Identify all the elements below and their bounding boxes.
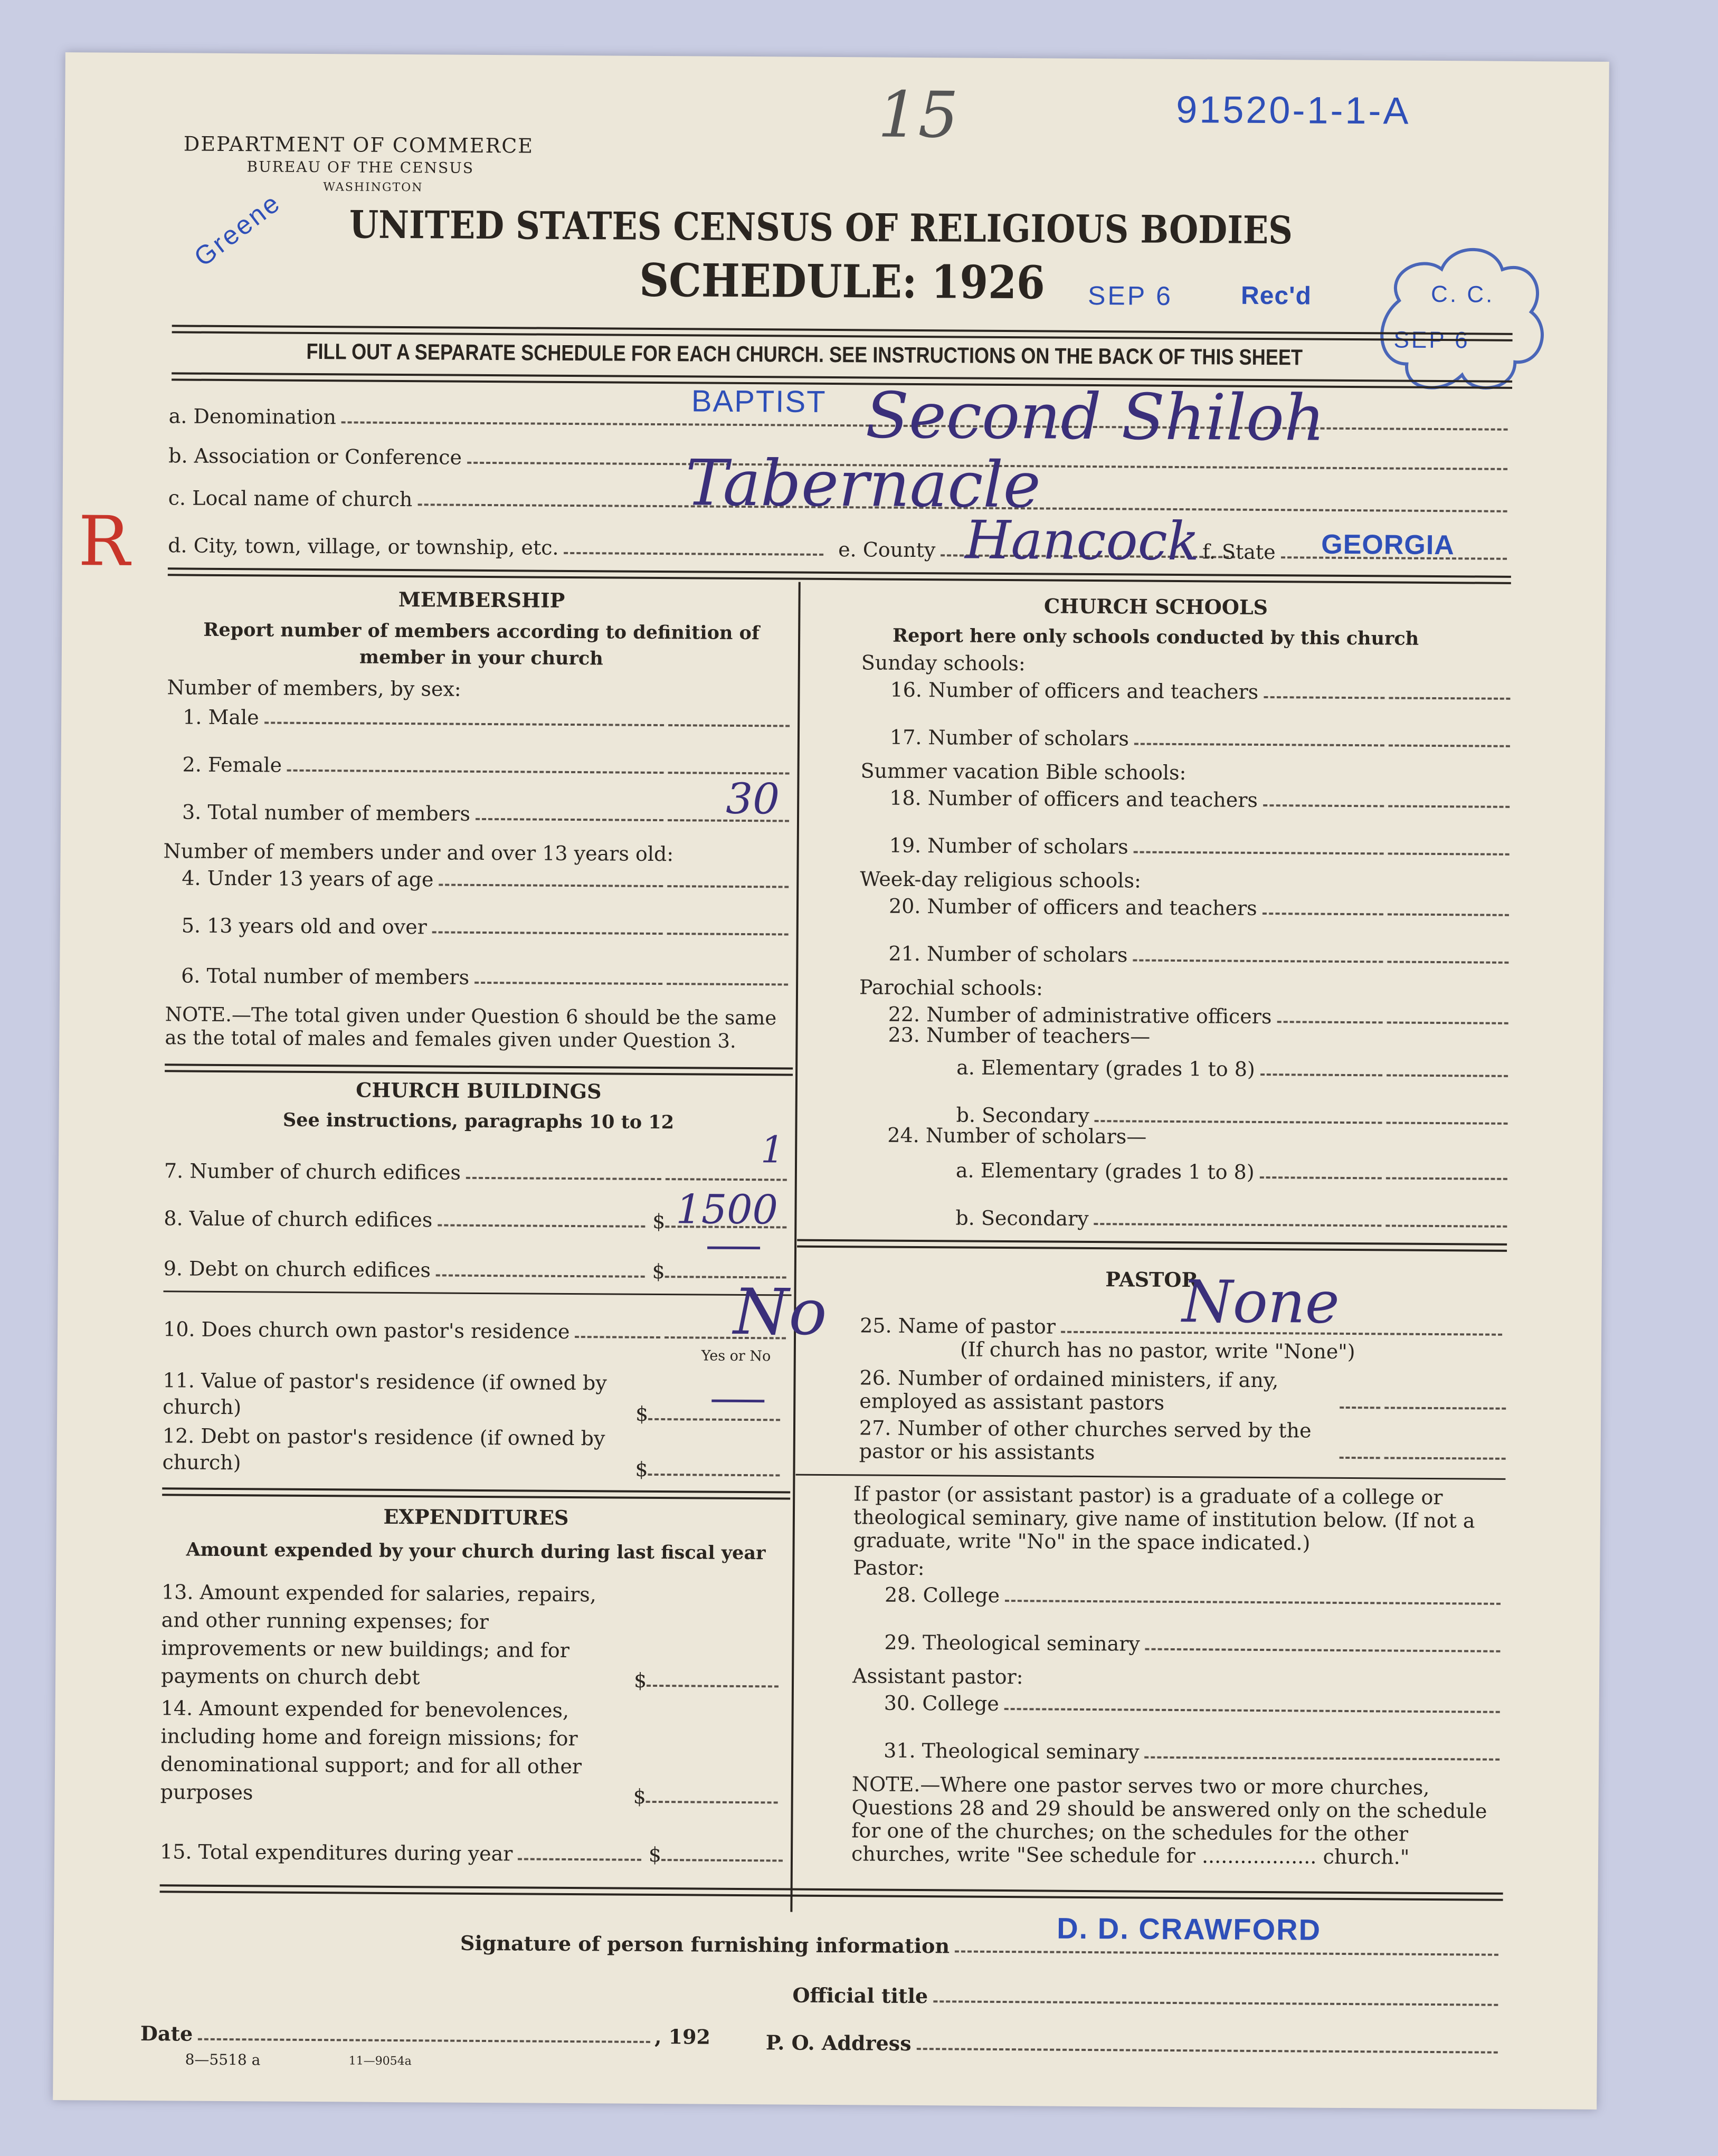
running-expenses-label: 13. Amount expended for salaries, repairs, and other running expenses; for improvements or new buildings; and for payments on church debt (160, 1580, 596, 1689)
po-address-field[interactable] (916, 2048, 1497, 2054)
assistant-college-label: 30. College (884, 1691, 1000, 1715)
owns-residence-value: No (733, 1275, 827, 1350)
pastor-seminary-field[interactable] (1145, 1648, 1501, 1652)
edifices-field[interactable] (666, 1178, 787, 1181)
benevolences-field[interactable] (646, 1801, 778, 1804)
graduate-note: If pastor (or assistant pastor) is a graduate of a college or theological seminary, give name of institution below. (If not a graduate, write "No" in the space indicated.) (853, 1482, 1475, 1555)
scholars-secondary-row (955, 1200, 1507, 1232)
county-stamp: Greene (188, 187, 287, 272)
membership-heading: MEMBERSHIP (398, 587, 565, 612)
pastor-sublabel: Pastor: (853, 1556, 925, 1580)
official-title-row (792, 1978, 1502, 2011)
residence-debt-row: $ (632, 1452, 785, 1482)
residence-value-row: $ (632, 1397, 785, 1427)
running-expenses-row: $ (631, 1663, 784, 1693)
weekday-officers-label: 20. Number of officers and teachers (888, 894, 1257, 920)
benevolences-label: 14. Amount expended for benevolences, including home and foreign missions; for denominational support; and for all other purposes (160, 1696, 582, 1804)
summer-officers-field[interactable] (1388, 805, 1510, 808)
cc-stamp-date: SEP 6 (1393, 327, 1470, 354)
weekday-scholars-row (888, 936, 1508, 969)
edifice-value-label: 8. Value of church edifices (164, 1207, 433, 1232)
summer-schools-label: Summer vacation Bible schools: (860, 759, 1187, 785)
total-members-value: 30 (725, 774, 780, 824)
over-13-label: 5. 13 years old and over (181, 914, 427, 939)
residence-debt-field[interactable] (648, 1474, 780, 1477)
assistant-seminary-label: 31. Theological seminary (884, 1739, 1140, 1764)
scholars-secondary-label: b. Secondary (955, 1206, 1089, 1230)
state-stamp: GEORGIA (1321, 529, 1455, 561)
date-row (140, 2016, 710, 2049)
assistant-college-row (884, 1686, 1504, 1718)
other-churches-field[interactable] (1384, 1457, 1506, 1459)
official-title-field[interactable] (933, 2000, 1498, 2006)
signature-row (460, 1926, 1503, 1961)
membership-rule (165, 1063, 793, 1076)
owns-residence-label: 10. Does church own pastor's residence (163, 1317, 570, 1343)
form-title: UNITED STATES CENSUS OF RELIGIOUS BODIES (349, 202, 1293, 253)
date-year: , 192 (654, 2024, 711, 2049)
po-address-label: P. O. Address (765, 2030, 912, 2055)
teachers-secondary-label: b. Secondary (956, 1103, 1090, 1127)
sunday-schools-label: Sunday schools: (861, 651, 1026, 676)
signature-field[interactable] (955, 1950, 1498, 1955)
other-churches-label: 27. Number of other churches served by the pastor or his assistants (859, 1416, 1312, 1465)
buildings-rule (162, 1487, 790, 1499)
form-subtitle: SCHEDULE: 1926 (639, 253, 1046, 310)
assistant-college-field[interactable] (1004, 1708, 1500, 1713)
section-rule (168, 567, 1511, 584)
buildings-subheading: See instructions, paragraphs 10 to 12 (282, 1109, 675, 1134)
edifice-value-row: 8. Value of church edifices $ (164, 1201, 786, 1233)
edifice-debt-row: 9. Debt on church edifices $ (164, 1251, 786, 1284)
over-13-row (182, 908, 789, 941)
denomination-label: a. Denomination (168, 404, 337, 429)
benevolences-row: $ (630, 1779, 783, 1809)
assistant-seminary-row (884, 1733, 1504, 1766)
scholars-secondary-field[interactable] (1385, 1224, 1507, 1227)
total-members-2-label: 6. Total number of members (181, 964, 470, 989)
pastor-seminary-row (884, 1625, 1504, 1658)
buildings-heading: CHURCH BUILDINGS (356, 1078, 602, 1104)
city-row (168, 525, 828, 561)
official-title-label: Official title (792, 1983, 928, 2008)
buildings-mid-rule (164, 1290, 792, 1296)
residence-debt-label: 12. Debt on pastor's residence (if owned by church) (162, 1424, 605, 1475)
teachers-elementary-label: a. Elementary (grades 1 to 8) (956, 1056, 1255, 1081)
sunday-scholars-row (890, 720, 1510, 753)
sunday-scholars-label: 17. Number of scholars (889, 725, 1129, 751)
edifice-value-amount: 1500 (676, 1185, 779, 1233)
male-field[interactable] (668, 724, 790, 727)
bureau-line: BUREAU OF THE CENSUS (246, 158, 474, 177)
edifices-label: 7. Number of church edifices (164, 1159, 461, 1184)
summer-scholars-row (889, 828, 1510, 861)
assistant-pastors-field[interactable] (1384, 1407, 1506, 1409)
pastor-seminary-label: 29. Theological seminary (884, 1630, 1140, 1656)
signature-label: Signature of person furnishing information (460, 1931, 950, 1958)
sunday-scholars-field[interactable] (1389, 744, 1510, 747)
residence-value-field[interactable] (648, 1418, 780, 1421)
assistant-seminary-field[interactable] (1144, 1756, 1499, 1761)
residence-value-label: 11. Value of pastor's residence (if owned by church) (163, 1369, 607, 1419)
by-sex-label: Number of members, by sex: (167, 676, 461, 701)
pastor-name-value: None (1182, 1268, 1340, 1336)
form-code-2: 11—9054a (348, 2054, 412, 2068)
department-line: DEPARTMENT OF COMMERCE (183, 132, 534, 158)
edifice-debt-dash (707, 1247, 760, 1250)
running-expenses-field[interactable] (647, 1685, 779, 1688)
date-field[interactable] (198, 2038, 650, 2043)
total-expenditures-field[interactable] (661, 1859, 783, 1861)
summer-officers-label: 18. Number of officers and teachers (889, 786, 1258, 812)
admin-officers-field[interactable] (1387, 1021, 1508, 1024)
received-stamp: Rec'd (1240, 281, 1312, 310)
margin-mark: R (78, 501, 130, 582)
weekday-officers-row (889, 889, 1509, 922)
po-address-row (766, 2025, 1502, 2059)
scholars-label: 24. Number of scholars— (887, 1123, 1147, 1148)
under-13-row (182, 860, 789, 893)
male-row (183, 699, 790, 732)
sunday-officers-label: 16. Number of officers and teachers (890, 678, 1259, 704)
assistant-pastors-row (1334, 1385, 1506, 1415)
received-date-stamp: SEP 6 (1087, 280, 1173, 311)
edifices-row (164, 1153, 787, 1186)
male-label: 1. Male (183, 705, 259, 729)
teachers-label: 23. Number of teachers— (888, 1023, 1151, 1048)
pastor-name-label: 25. Name of pastor (860, 1314, 1056, 1338)
summer-officers-row (889, 781, 1510, 813)
local-name-label: c. Local name of church (168, 486, 413, 511)
expenditures-heading: EXPENDITURES (383, 1504, 569, 1530)
pastor-college-row (885, 1578, 1505, 1610)
edifices-value: 1 (760, 1128, 784, 1172)
signature-stamp: D. D. CRAWFORD (1057, 1911, 1322, 1946)
residence-value-dash (711, 1400, 764, 1403)
county-label: e. County (838, 538, 936, 562)
teachers-secondary-field[interactable] (1387, 1122, 1508, 1124)
weekday-officers-field[interactable] (1388, 913, 1509, 916)
form-number-stamp: 91520-1-1-A (1176, 88, 1411, 132)
over-13-field[interactable] (667, 933, 789, 935)
handwritten-church-name: Second Shiloh (865, 379, 1325, 455)
handwritten-county: Hancock (964, 509, 1200, 573)
weekday-scholars-field[interactable] (1387, 961, 1508, 963)
schools-heading: CHURCH SCHOOLS (1043, 594, 1268, 620)
handwritten-number: 15 (877, 78, 959, 153)
denomination-value: BAPTIST (691, 384, 827, 419)
membership-subheading: Report number of members according to definition of member in your church (203, 619, 760, 670)
summer-scholars-field[interactable] (1388, 852, 1510, 855)
handwritten-local-name: Tabernacle (685, 447, 1041, 523)
association-label: b. Association or Conference (168, 444, 462, 469)
under-13-field[interactable] (667, 885, 789, 888)
summer-scholars-label: 19. Number of scholars (889, 833, 1128, 859)
other-churches-row (1334, 1435, 1506, 1465)
female-label: 2. Female (182, 753, 282, 777)
teachers-elementary-row (956, 1050, 1508, 1082)
date-label: Date (140, 2021, 193, 2046)
weekday-scholars-label: 21. Number of scholars (888, 942, 1128, 967)
parochial-schools-label: Parochial schools: (859, 975, 1043, 1000)
assistant-pastors-label: 26. Number of ordained ministers, if any, employed as assistant pastors (859, 1366, 1279, 1414)
pastor-college-label: 28. College (884, 1583, 1000, 1607)
total-expenditures-label: 15. Total expenditures during year (159, 1840, 513, 1866)
yes-no-caption: Yes or No (701, 1347, 771, 1365)
city-field[interactable] (564, 552, 824, 556)
admin-officers-label: 22. Number of administrative officers (888, 1002, 1272, 1029)
washington-line: WASHINGTON (323, 181, 423, 195)
weekday-schools-label: Week-day religious schools: (860, 867, 1141, 892)
under-over-label: Number of members under and over 13 years old: (163, 839, 674, 866)
owns-residence-row (163, 1312, 786, 1344)
census-schedule-sheet (53, 52, 1609, 2110)
cc-stamp-text: C. C. (1430, 281, 1495, 308)
schools-subheading: Report here only schools conducted by this church (892, 624, 1419, 650)
under-13-label: 4. Under 13 years of age (182, 866, 434, 891)
pastor-heading: PASTOR (1105, 1267, 1199, 1292)
city-label: d. City, town, village, or township, etc. (168, 534, 559, 559)
instruction-banner: FILL OUT A SEPARATE SCHEDULE FOR EACH CHURCH. SEE INSTRUCTIONS ON THE BACK OF THIS SHEET (306, 338, 1303, 370)
form-code-1: 8—5518 a (185, 2050, 261, 2069)
sunday-officers-row (890, 672, 1510, 705)
scholars-elementary-row (956, 1153, 1507, 1185)
pastor-mid-rule (795, 1474, 1505, 1480)
schools-rule (797, 1239, 1507, 1252)
female-row (183, 747, 790, 780)
scholars-elementary-field[interactable] (1386, 1177, 1507, 1180)
scholars-elementary-label: a. Elementary (grades 1 to 8) (955, 1158, 1255, 1184)
total-members-2-row (181, 958, 788, 991)
pastor-name-note: (If church has no pastor, write "None") (960, 1337, 1355, 1364)
pastor-note: NOTE.—Where one pastor serves two or more churches, Questions 28 and 29 should be answered only on the schedule for one of the churches; on the schedules for the other churches, write "See schedule for .................. church." (851, 1772, 1487, 1869)
membership-note: NOTE.—The total given under Question 6 should be the same as the total of males and females given under Question 3. (165, 1003, 777, 1052)
edifice-debt-label: 9. Debt on church edifices (163, 1257, 431, 1282)
total-expenditures-row: 15. Total expenditures during year $ (160, 1834, 783, 1867)
state-label: f. State (1202, 540, 1276, 564)
assistant-sublabel: Assistant pastor: (852, 1664, 1023, 1689)
sunday-officers-field[interactable] (1389, 697, 1510, 699)
total-members-row (182, 794, 789, 827)
footer-rule (160, 1884, 1503, 1901)
expenditures-subheading: Amount expended by your church during last fiscal year (186, 1538, 766, 1564)
total-members-label: 3. Total number of members (182, 800, 471, 825)
pastor-college-field[interactable] (1005, 1600, 1501, 1605)
teachers-elementary-field[interactable] (1387, 1074, 1508, 1077)
total-members-2-field[interactable] (667, 983, 788, 985)
